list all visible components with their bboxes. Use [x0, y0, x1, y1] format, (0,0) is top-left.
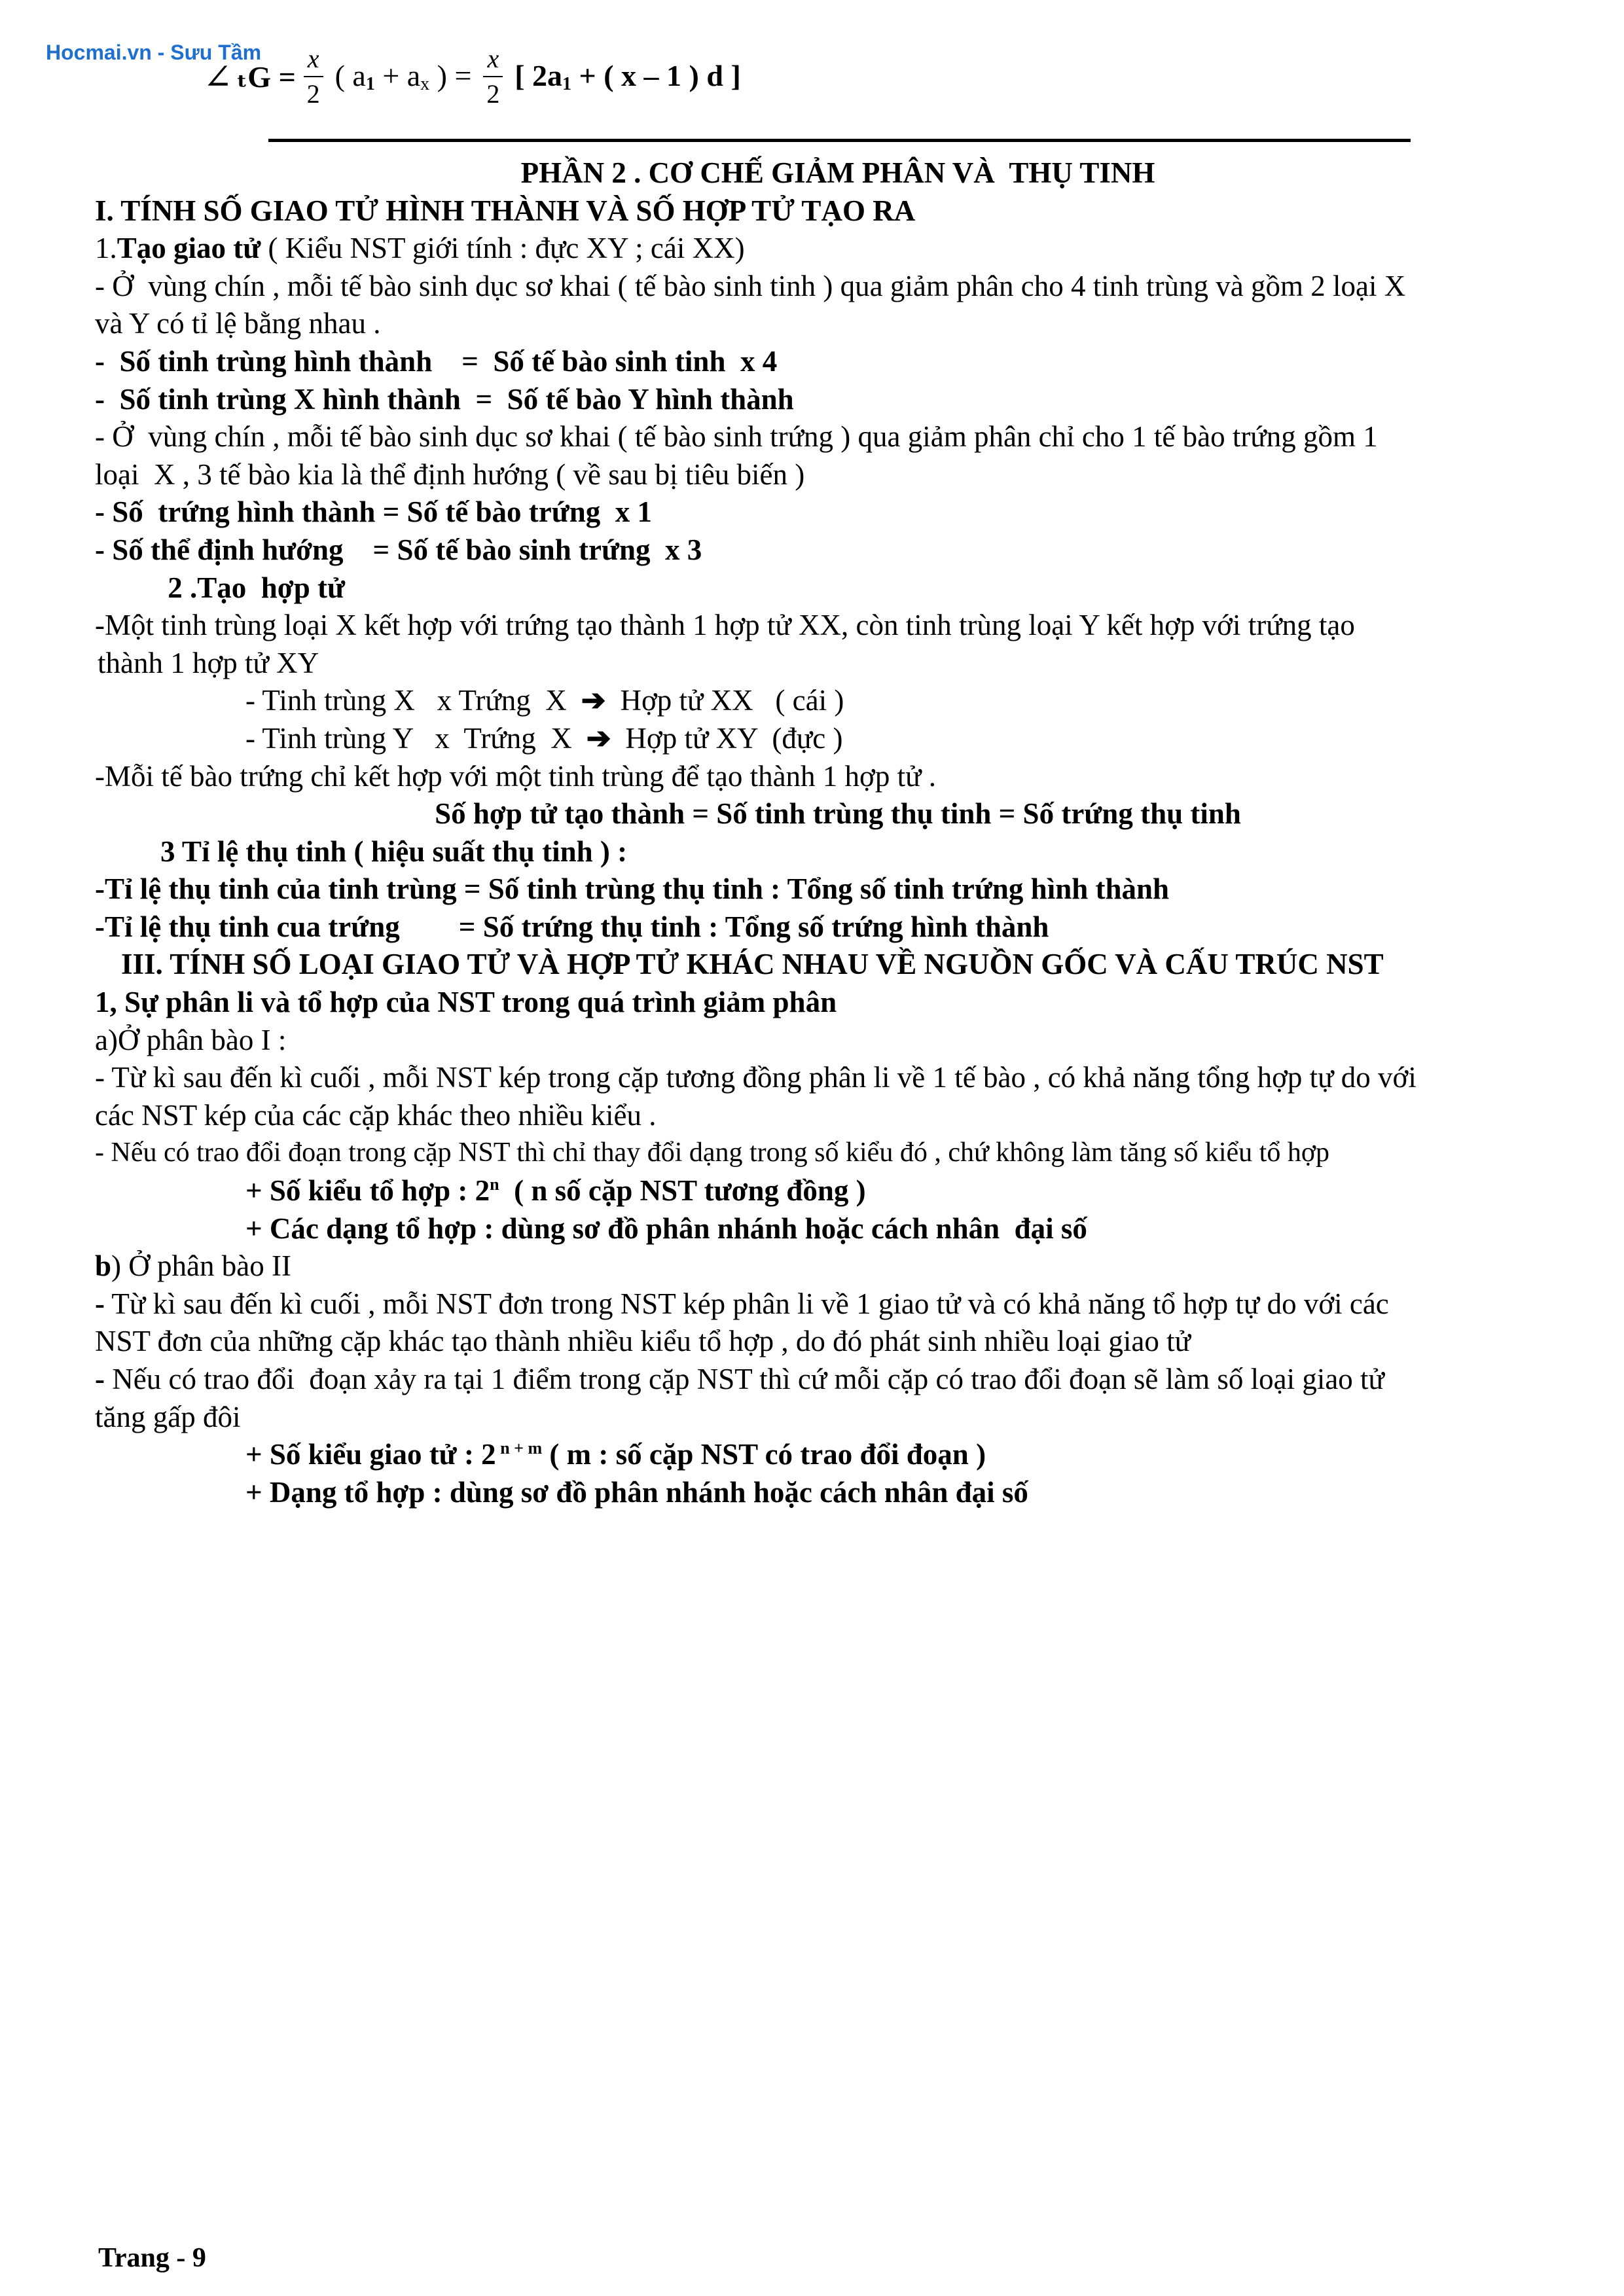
- subsection-b-paragraph-2-cont: tăng gấp đôi: [95, 1400, 241, 1433]
- fraction-1: [304, 42, 323, 111]
- paragraph-1-cont: và Y có tỉ lệ bằng nhau .: [95, 307, 381, 340]
- subheading-1: 1.Tạo giao tử ( Kiểu NST giới tính : đực XY ; cái XX): [95, 232, 745, 265]
- fraction-numerator: x: [304, 42, 323, 77]
- section-title: PHẦN 2 . CƠ CHẾ GIẢM PHÂN VÀ THỤ TINH: [520, 156, 1155, 189]
- arrow-icon: ➔: [586, 721, 611, 755]
- subsection-b-paragraph-1-cont: NST đơn của những cặp khác tạo thành nhiều kiểu tổ hợp , do đó phát sinh nhiều loại giao tử: [95, 1325, 1191, 1358]
- angle-symbol: ∠: [203, 57, 233, 97]
- subsection-a-paragraph-1: - Từ kì sau đến kì cuối , mỗi NST kép trong cặp tương đồng phân li về 1 tế bào , có khả năng tổng hợp tự do với: [95, 1061, 1416, 1094]
- paragraph-2: - Ở vùng chín , mỗi tế bào sinh dục sơ khai ( tế bào sinh trứng ) qua giảm phân chỉ cho 1 tế bào trứng gồm 1: [95, 420, 1378, 454]
- formula-b-2: + Dạng tổ hợp : dùng sơ đồ phân nhánh hoặc cách nhân đại số: [245, 1475, 1028, 1509]
- rule-6: -Tỉ lệ thụ tinh cua trứng = Số trứng thụ tinh : Tổng số trứng hình thành: [95, 910, 1049, 943]
- formula-b-1: + Số kiểu giao tử : 2 $^{n + m}$ ( m : số cặp NST có trao đổi đoạn ): [245, 1438, 986, 1471]
- subheading-2: 2 .Tạo hợp tử: [160, 571, 345, 604]
- rule-3: - Số trứng hình thành = Số tế bào trứng x 1: [95, 495, 653, 529]
- formula-a-2: + Các dạng tổ hợp : dùng sơ đồ phân nhánh hoặc cách nhân đại số: [245, 1211, 1087, 1245]
- subsection-b-heading: b) Ở phân bào II: [95, 1249, 291, 1283]
- formula-part2: [ 2a1 + ( x – 1 ) d ]: [514, 59, 741, 94]
- center-rule: Số hợp tử tạo thành = Số tinh trùng thụ tinh = Số trứng thụ tinh: [435, 797, 1241, 831]
- zygote-line-2: - Tinh trùng Y x Trứng X ➔ Hợp tử XY (đực ): [95, 720, 1581, 758]
- subheading-3: 3 Tỉ lệ thụ tinh ( hiệu suất thụ tinh ) :: [160, 834, 628, 868]
- fraction-numerator: x: [483, 42, 503, 77]
- subsection-a-heading: a)Ở phân bào I :: [95, 1023, 287, 1056]
- document-body: [95, 154, 1581, 1511]
- paragraph-2-cont: loại X , 3 tế bào kia là thể định hướng ( về sau bị tiêu biến ): [95, 457, 805, 491]
- zygote-line-1: - Tinh trùng X x Trứng X ➔ Hợp tử XX ( cái ): [95, 682, 1581, 720]
- subsection-a-paragraph-1-cont: các NST kép của các cặp khác theo nhiều kiểu .: [95, 1098, 657, 1132]
- formula-a-1: + Số kiểu tổ hợp : 2$^n$ ( n số cặp NST tương đồng ): [245, 1174, 866, 1208]
- page-number: Trang - 9: [98, 2243, 206, 2273]
- heading-3: III. TÍNH SỐ LOẠI GIAO TỬ VÀ HỢP TỬ KHÁC NHAU VỀ NGUỒN GỐC VÀ CẤU TRÚC NST: [121, 948, 1384, 981]
- rule-1: - Số tinh trùng hình thành = Số tế bào sinh tinh x 4: [95, 344, 778, 378]
- paragraph-4: -Mỗi tế bào trứng chỉ kết hợp với một tinh trùng để tạo thành 1 hợp tử .: [95, 759, 936, 793]
- fraction-denominator: 2: [306, 79, 320, 109]
- paragraph-3: -Một tinh trùng loại X kết hợp với trứng tạo thành 1 hợp tử XX, còn tinh trùng loại Y kết hợp với trứng tạo: [95, 609, 1355, 642]
- subsection-b-paragraph-2: - Nếu có trao đổi đoạn xảy ra tại 1 điểm trong cặp NST thì cứ mỗi cặp có trao đổi đoạn sẽ làm số loại giao tử: [95, 1363, 1384, 1395]
- subsection-a-paragraph-2: - Nếu có trao đổi đoạn trong cặp NST thì chỉ thay đổi dạng trong số kiểu đó , chứ không làm tăng số kiểu tổ hợp: [95, 1138, 1330, 1168]
- watermark: Hocmai.vn - Sưu Tầm: [46, 41, 262, 64]
- fraction-denominator: 2: [486, 79, 500, 109]
- arrow-icon: ➔: [581, 684, 606, 717]
- rule-2: - Số tinh trùng X hình thành = Số tế bào Y hình thành: [95, 382, 794, 416]
- separator-line: [268, 139, 1411, 142]
- rule-4: - Số thể định hướng = Số tế bào sinh trứng x 3: [95, 533, 702, 566]
- fraction-2: [483, 42, 503, 111]
- formula-line: [203, 34, 745, 119]
- paragraph-3-cont: thành 1 hợp tử XY: [98, 646, 319, 679]
- formula-lhs: ₜG =: [236, 60, 296, 94]
- rule-5: -Tỉ lệ thụ tinh của tinh trùng = Số tinh trùng thụ tinh : Tổng số tinh trứng hình thành: [95, 872, 1170, 906]
- heading-1: I. TÍNH SỐ GIAO TỬ HÌNH THÀNH VÀ SỐ HỢP TỬ TẠO RA: [95, 194, 916, 227]
- subsection-b-paragraph-1: - Từ kì sau đến kì cuối , mỗi NST đơn trong NST kép phân li về 1 giao tử và có khả năng tổ hợp tự do với các: [95, 1287, 1389, 1320]
- formula-part1: ( a1 + ax ) =: [334, 59, 472, 94]
- paragraph-1: - Ở vùng chín , mỗi tế bào sinh dục sơ khai ( tế bào sinh tinh ) qua giảm phân cho 4 tinh trùng và gồm 2 loại X: [95, 269, 1406, 302]
- subheading-4: 1, Sự phân li và tổ hợp của NST trong quá trình giảm phân: [95, 986, 837, 1019]
